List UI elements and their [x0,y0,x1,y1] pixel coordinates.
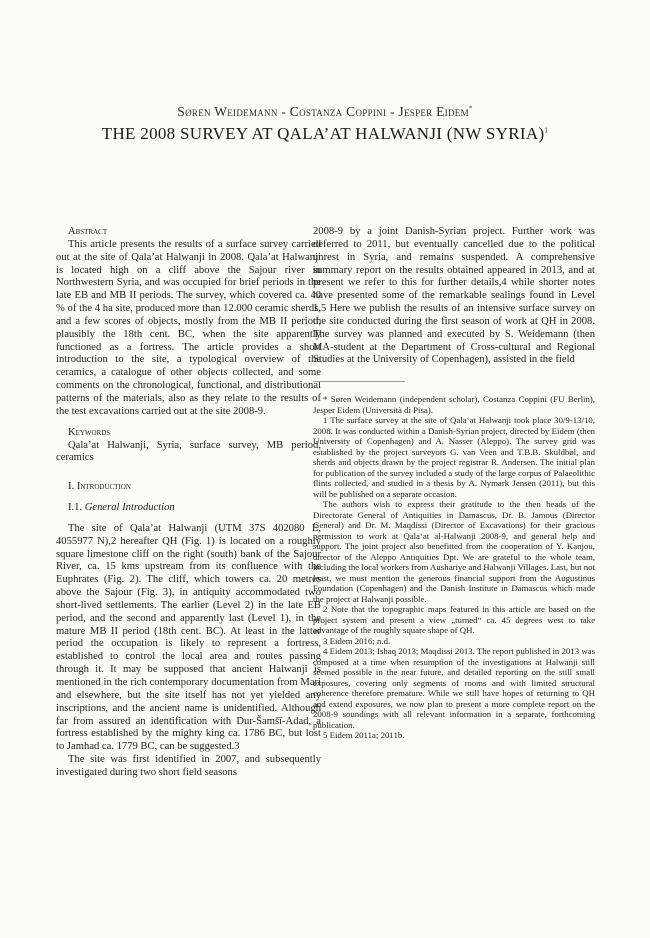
authors: Søren Weidemann - Costanza Coppini - Jesper Eidem [177,104,469,119]
abstract-heading: Abstract [68,226,108,237]
footnote-2: 2 Note that the topographic maps featured in this article are based on the project system and present a view „turned“ ca. 45 degrees west to take advantage of the roughly square shape of QH. [313,604,595,636]
title-footnote-mark: 1 [544,126,549,135]
footnotes [313,394,595,741]
left-column [56,226,321,780]
footnote-5: 5 Eidem 2011a; 2011b. [323,730,405,741]
body-paragraph-continued: 2008-9 by a joint Danish-Syrian project. Further work was deferred to 2011, but eventually cancelled due to the political unrest in Syria, and remains suspended. A comprehensive summary report on the results obtained appeared in 2013, and at present we refer to this for further details,4 while shorter notes have presented some of the remarkable sealings found in Level 1.5 Here we publish the results of an intensive surface survey on the site conducted during the first season of work at QH in 2008. The survey was planned and executed by S. Weidemann (then MA-student at the Department of Cross-cultural and Regional Studies at the University of Copenhagen), assisted in the field [313,226,595,366]
footnote-3: 3 Eidem 2016; n.d. [323,635,391,646]
subsection-title: General Introduction [84,502,175,514]
intro-paragraph-2: The site was first identified in 2007, and subsequently investigated during two short field seasons [56,754,321,778]
right-column [313,226,595,741]
footnote-1: 1 The surface survey at the site of Qala‘at Halwanji took place 30/9-13/10, 2008. It was conducted within a Danish-Syrian project, directed by Eidem (then University of Copenhagen) and A. Nasser (Aleppo). The survey grid was established by the project surveyors G. van Veen and T.B.B. Skuldbøl, and sherds and objects drawn by the project registrar R. Andersen. The initial plan for publication of the survey included a study of the large corpus of Palaeolithic flints collected, and studied in a thesis by A. Nymark Jensen (2011), but this will be published on a separate occasion. [313,415,595,499]
footnote-star: * Søren Weidemann (independent scholar), Costanza Coppini (FU Berlin), Jesper Eidem (Università di Pisa). [313,394,595,415]
keywords-text: Qala’at Halwanji, Syria, surface survey, MB period, ceramics [56,439,321,464]
footnote-divider [313,381,405,382]
title-text: THE 2008 SURVEY AT QALA’AT HALWANJI (NW SYRIA) [101,124,545,143]
subsection-heading [56,502,321,515]
keywords-heading: Keywords [68,426,111,438]
section-heading: I. Introduction [68,481,131,493]
abstract-text: This article presents the results of a surface survey carried out at the site of Qala’at Halwanji in 2008. Qala’at Halwanji is located high on a cliff above the Sajour river in Northwestern Syria, and was occupied for brief periods in the late EB and MB II periods. The survey, which covered ca. 40 % of the 4 ha site, produced more than 12.000 ceramic sherds, and a few scores of objects, mostly from the MB II period, plausibly the 18th cent. BC, when the site apparently functioned as a fortress. The article provides a short introduction to the site, a typological overview of the ceramics, a catalogue of other objects collected, and some comments on the chronological, functional, and distributional patterns of the materials, also as they relate to the results of the test excavations carried out at the site 2008-9. [56,238,321,417]
footnote-1-continued: The authors wish to express their gratitude to the then heads of the Directorate General of Antiquities in Damascus, Dr. B. Jamous (Director General) and Dr. M. Maqdissi (Director of Excavations) for their gracious permission to work at Qala‘at al-Halwanji 2008-9, and general help and support. The joint project also benefitted from the cooperation of Y. Kanjou, director of the Aleppo Antiquities Dpt. We are grateful to the whole team, including the local workers from Aushariye and Halwanji Villages. Last, but not least, we must mention the generous financial support from the Augustinus Foundation (Copenhagen) and the Danish Institute in Damascus which made the project at Halwanji possible. [313,499,595,604]
footnote-4: 4 Eidem 2013; Ishaq 2013; Maqdissi 2013. The report published in 2013 was composed at a time when resumption of the investigations at Halwanji still seemed possible in the near future, and detailed reporting on the still small exposures, covering only segments of rooms and with limited structural coherence therefore premature. While we still have hopes of returning to QH and extend exposures, we now plan to present a more complete report on the 2008-9 soundings with all relevant information in a separate, forthcoming publication. [313,646,595,730]
authors-line [0,104,650,120]
article-title [0,124,650,144]
authors-footnote-mark: * [468,104,473,113]
subsection-number: I.1. [68,502,83,514]
intro-paragraph-1: The site of Qala’at Halwanji (UTM 37S 402080 E, 4055977 N),2 hereafter QH (Fig. 1) is located on a roughly square limestone cliff on the right (south) bank of the Sajour River, ca. 15 kms upstream from its confluence with the Euphrates (Fig. 2). The cliff, which towers ca. 20 metres above the Sajour (Fig. 3), in antiquity accommodated two short-lived settlements. The earlier (Level 2) in the late EB period, and the second and apparently last (Level 1), in the mature MB II period (18th cent. BC). At least in the latter period the occupation is likely to represent a fortress, established to control the local area and routes passing through it. It may be supposed that ancient Halwanji is mentioned in the rich contemporary documentation from Mari and elsewhere, but the site itself has not yet yielded any inscriptions, and the ancient name is unidentified. Although far from assured an identification with Dur-Šamšī-Adad, a fortress established by the mighty king ca. 1786 BC, but lost to Jamhad ca. 1779 BC, can be suggested.3 [56,522,321,753]
